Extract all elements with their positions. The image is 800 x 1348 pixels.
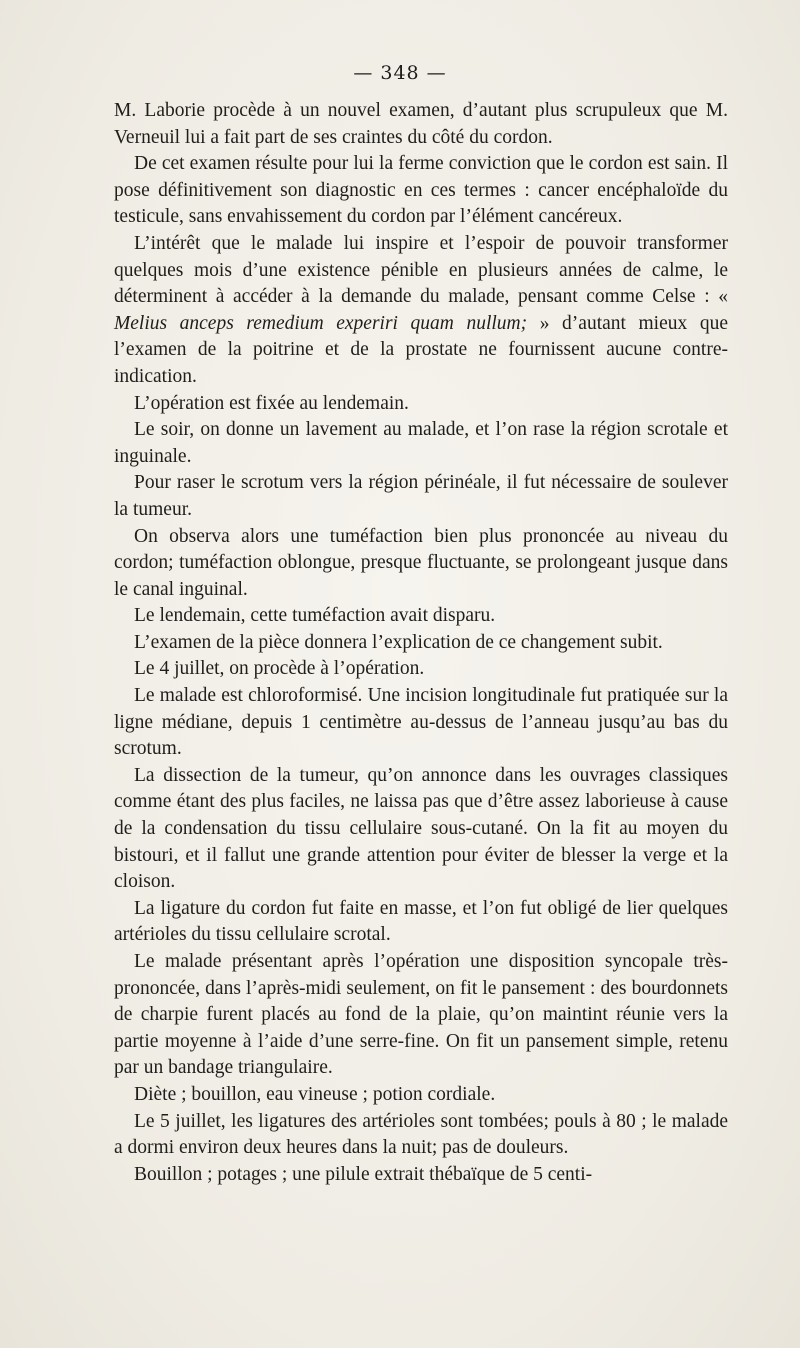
paragraph: La ligature du cordon fut faite en masse, et l’on fut obligé de lier quelques artérioles du tissu cellulaire scrotal. — [114, 897, 728, 946]
paragraph: La dissection de la tumeur, qu’on annonce dans les ouvrages classiques comme étant des plus faciles, ne laissa pas que d’être assez laborieuse à cause de la condensation du tissu cellulaire sous-cutané. On la fit au moyen du bistouri, et il fallut une grande attention pour éviter de blesser la verge et la cloison. — [114, 764, 728, 893]
page-number: — 348 — — [353, 62, 447, 84]
paragraph: Diète ; bouillon, eau vineuse ; potion cordiale. — [134, 1083, 496, 1105]
paragraph: On observa alors une tuméfaction bien plus prononcée au niveau du cordon; tuméfaction oblongue, presque fluctuante, se prolongeant jusque dans le canal inguinal. — [114, 525, 728, 600]
paragraph: Le malade est chloroformisé. Une incision longitudinale fut pratiquée sur la ligne médiane, depuis 1 centimètre au-dessus de l’anneau jusqu’au bas du scrotum. — [114, 685, 728, 760]
paragraph: Pour raser le scrotum vers la région périnéale, il fut nécessaire de soulever la tumeur. — [114, 472, 728, 520]
paragraph: L’examen de la pièce donnera l’explication de ce changement subit. — [134, 631, 663, 653]
paragraph: L’opération est fixée au lendemain. — [134, 392, 409, 414]
paragraph: M. Laborie procède à un nouvel examen, d’autant plus scrupuleux que M. Verneuil lui a fait part de ses craintes du côté du cordon. — [114, 100, 728, 148]
paragraph: Le lendemain, cette tuméfaction avait disparu. — [134, 605, 496, 627]
paragraph: Le malade présentant après l’opération une disposition syncopale très-prononcée, dans l’après-midi seulement, on fit le pansement : des bourdonnets de charpie furent placés au fond de la plaie, qu’on maintint réunie vers la partie moyenne à l’aide d’une serre-fine. On fit un pansement simple, retenu par un bandage triangulaire. — [114, 951, 728, 1079]
paragraph: Le 4 juillet, on procède à l’opération. — [134, 658, 425, 680]
paragraph: De cet examen résulte pour lui la ferme conviction que le cordon est sain. Il pose définitivement son diagnostic en ces termes : cancer encéphaloïde du testicule, sans envahissement du cordon par l’élément cancéreux. — [114, 153, 728, 228]
paragraph: Bouillon ; potages ; une pilule extrait thébaïque de 5 centi- — [134, 1163, 593, 1185]
body-text — [114, 98, 728, 1188]
paragraph-text: L’intérêt que le malade lui inspire et l’espoir de pouvoir transformer quelques mois d’une existence pénible en plusieurs années de calme, le déterminent à accéder à la demande du malade, pensant comme Celse : « — [114, 232, 728, 308]
paragraph-text: » d’autant mieux que l’examen de la poitrine et de la prostate ne fournissent aucune contre-indication. — [114, 312, 728, 387]
paragraph — [114, 231, 728, 391]
paragraph: Le 5 juillet, les ligatures des artérioles sont tombées; pouls à 80 ; le malade a dormi environ deux heures dans la nuit; pas de douleurs. — [114, 1110, 728, 1159]
paragraph: Le soir, on donne un lavement au malade, et l’on rase la région scrotale et inguinale. — [114, 419, 728, 467]
latin-quotation: Melius anceps remedium experiri quam nullum; — [114, 312, 528, 334]
